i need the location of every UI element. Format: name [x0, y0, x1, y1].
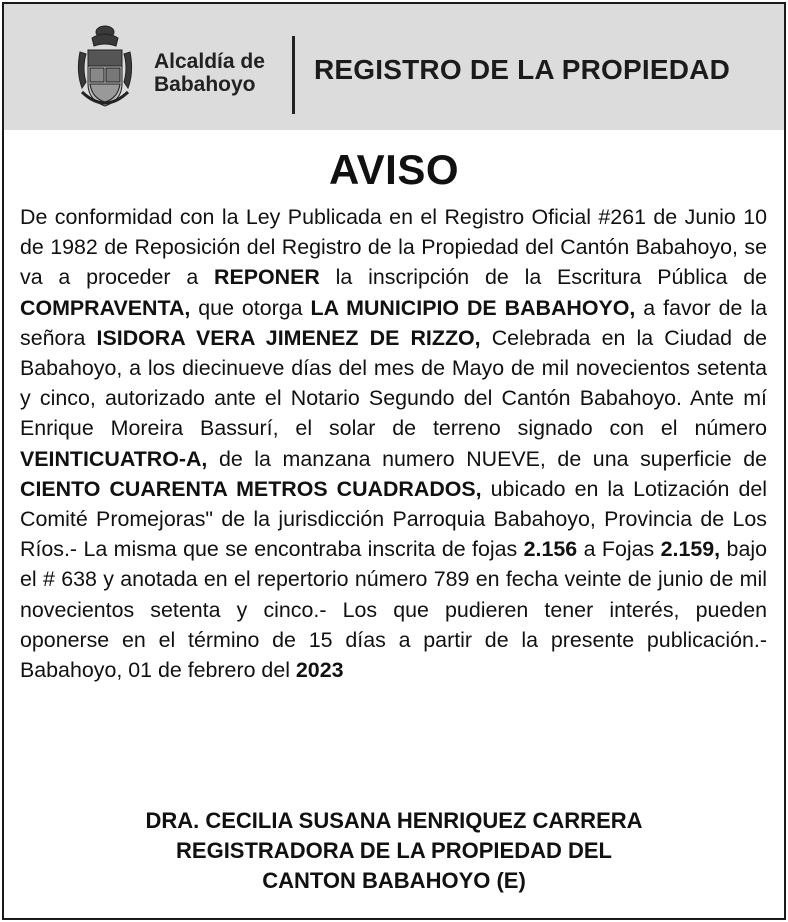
brand-line-1: Alcaldía de [154, 50, 265, 73]
signature-jurisdiction: CANTON BABAHOYO (E) [262, 868, 526, 893]
body-bold-run: CIENTO CUARENTA METROS CUADRADOS, [20, 476, 482, 501]
header-band [4, 4, 784, 130]
coat-of-arms-logo [72, 22, 138, 114]
body-text-run: de la manzana numero NUEVE, de una superficie de [207, 446, 767, 471]
body-bold-run: ISIDORA VERA JIMENEZ DE RIZZO, [96, 325, 481, 350]
body-text-run: que otorga [190, 295, 311, 320]
signature-name: DRA. CECILIA SUSANA HENRIQUEZ CARRERA [145, 808, 643, 833]
body-bold-run: LA MUNICIPIO DE BABAHOYO, [310, 295, 636, 320]
body-text-run: ubicado en la Lotización del Comité Promejoras" de la jurisdicción Parroquia Babahoyo, Provincia de Los Ríos.- La misma que se encontraba inscrita de fojas [20, 476, 767, 562]
header-divider [292, 36, 295, 114]
registry-title: REGISTRO DE LA PROPIEDAD [314, 54, 731, 85]
brand-line-2: Babahoyo [154, 73, 256, 96]
notice-body [20, 202, 767, 685]
body-text-run: De conformidad con la Ley Publicada en el Registro Oficial #261 de Junio 10 de 1982 de Reposición del Registro de la Propiedad del Cantón Babahoyo, se va a proceder a [20, 205, 767, 290]
notice-frame [2, 2, 786, 920]
signature-block [4, 806, 784, 896]
body-text-run: la inscripción de la Escritura Pública de [319, 265, 767, 290]
body-bold-run: 2.159, [660, 537, 721, 562]
body-text-run: Celebrada en la Ciudad de Babahoyo, a los diecinueve días del mes de Mayo de mil novecientos setenta y cinco, autorizado ante el Notario Segundo del Cantón Babahoyo. Ante mí Enrique Moreira Bassurí, el solar de terreno signado con el número [20, 325, 767, 441]
notice-heading: AVISO [328, 146, 460, 193]
body-bold-run: COMPRAVENTA, [20, 295, 191, 320]
brand-name [154, 50, 265, 96]
body-text-run: a favor de la señora [20, 295, 768, 350]
body-bold-run: 2023 [295, 658, 344, 683]
body-bold-run: REPONER [214, 265, 320, 290]
body-text-run: bajo el # 638 y anotada en el repertorio número 789 en fecha veinte de junio de mil novecientos setenta y cinco.- Los que pudieren tener interés, pueden oponerse en el término de 15 días a partir de la presente publicación.- Babahoyo, 01 de febrero del [20, 537, 768, 683]
body-bold-run: VEINTICUATRO-A, [20, 446, 208, 471]
body-bold-run: 2.156 [523, 537, 578, 562]
signature-title: REGISTRADORA DE LA PROPIEDAD DEL [176, 838, 612, 863]
body-text-run: a Fojas [577, 537, 661, 562]
